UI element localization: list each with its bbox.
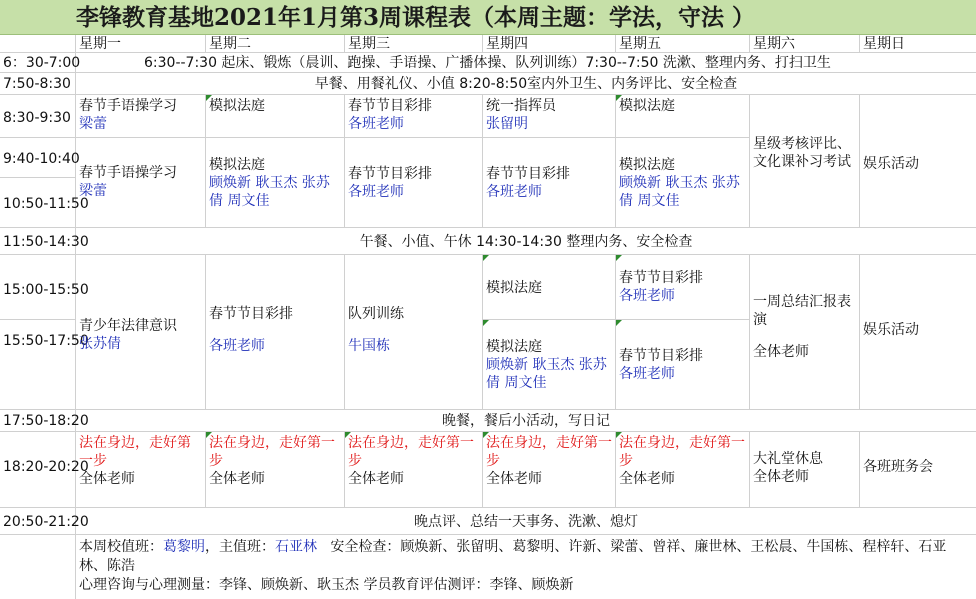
class-teacher: 各班老师 (486, 184, 542, 200)
class-title: 春节节目彩排 (209, 306, 293, 322)
time-slot: 9:40-10:40 (0, 138, 76, 178)
class-cell (206, 432, 345, 508)
header-corner (0, 35, 76, 53)
class-title: 模拟法庭 (619, 98, 675, 114)
class-title: 春节节目彩排 (619, 348, 703, 364)
class-cell (206, 138, 345, 228)
weekday-header: 星期六 (750, 35, 860, 53)
time-slot: 17:50-18:20 (0, 410, 76, 432)
time-slot: 8:30-9:30 (0, 95, 76, 138)
class-teacher: 牛国栋 (348, 338, 390, 354)
page-title: 李锋教育基地2021年1月第3周课程表（本周主题：学法，守法 ） (0, 0, 976, 35)
class-teacher: 各班老师 (619, 288, 675, 304)
class-cell (750, 432, 860, 508)
class-title: 春节手语操学习 (79, 165, 177, 181)
class-title: 大礼堂休息 (753, 451, 823, 467)
comment-marker (206, 95, 212, 101)
class-title: 模拟法庭 (209, 157, 265, 173)
class-cell (206, 255, 345, 410)
class-cell (616, 255, 750, 320)
class-teacher: 张苏倩 (79, 336, 121, 352)
comment-marker (616, 432, 622, 438)
class-cell (483, 255, 616, 320)
class-teacher: 全体老师 (753, 469, 809, 485)
class-title: 模拟法庭 (486, 280, 542, 296)
class-topic: 法在身边，走好第一步 (79, 435, 191, 469)
class-teacher: 各班老师 (348, 116, 404, 132)
class-cell: 娱乐活动 (860, 255, 976, 410)
weekday-header: 星期一 (76, 35, 206, 53)
class-cell (345, 138, 483, 228)
weekday-header: 星期四 (483, 35, 616, 53)
class-duty-label: ，主值班： (205, 539, 275, 555)
class-teacher: 全体老师 (486, 471, 542, 487)
class-teacher: 各班老师 (209, 338, 265, 354)
class-title: 队列训练 (348, 306, 404, 322)
class-cell (483, 432, 616, 508)
class-title: 春节节目彩排 (348, 98, 432, 114)
class-cell (616, 432, 750, 508)
class-teacher: 梁蕾 (79, 116, 107, 132)
weekday-header: 星期日 (860, 35, 976, 53)
class-cell: 娱乐活动 (860, 95, 976, 228)
schedule-table (0, 35, 976, 599)
class-cell (76, 255, 206, 410)
class-title: 青少年法律意识 (79, 318, 177, 334)
footer-notes (76, 535, 976, 599)
class-cell (345, 432, 483, 508)
dinner-banner: 晚餐，餐后小活动，写日记 (76, 410, 976, 432)
class-title: 春节手语操学习 (79, 98, 177, 114)
class-topic: 法在身边，走好第一步 (348, 435, 474, 469)
comment-marker (483, 255, 489, 261)
class-cell: 星级考核评比、文化课补习考试 (750, 95, 860, 228)
class-teacher: 梁蕾 (79, 183, 107, 199)
class-title: 模拟法庭 (209, 98, 265, 114)
time-slot: 7:50-8:30 (0, 73, 76, 95)
class-title: 春节节目彩排 (486, 166, 570, 182)
duty-label: 本周校值班： (79, 539, 163, 555)
class-topic: 法在身边，走好第一步 (486, 435, 612, 469)
class-title: 春节节目彩排 (348, 166, 432, 182)
time-slot: 11:50-14:30 (0, 228, 76, 255)
morning-routine-banner: 6:30--7:30 起床、锻炼（晨训、跑操、手语操、广播体操、队列训练）7:30--7:50 洗漱、整理内务、打扫卫生 (76, 53, 976, 73)
class-cell (206, 95, 345, 138)
class-cell (76, 95, 206, 138)
psych-notes: 心理咨询与心理测量：李锋、顾焕新、耿玉杰 学员教育评估测评：李锋、顾焕新 (79, 577, 574, 593)
class-teacher: 全体老师 (79, 471, 135, 487)
time-slot: 10:50-11:50 (0, 178, 76, 228)
class-cell (483, 95, 616, 138)
class-cell (616, 95, 750, 138)
weekday-header: 星期二 (206, 35, 345, 53)
comment-marker (616, 255, 622, 261)
time-slot: 6：30-7:00 (0, 53, 76, 73)
class-teacher: 顾焕新 耿玉杰 张苏倩 周文佳 (486, 357, 607, 391)
class-teacher: 各班老师 (619, 366, 675, 382)
comment-marker (483, 432, 489, 438)
class-topic: 法在身边，走好第一步 (619, 435, 745, 469)
weekday-header: 星期五 (616, 35, 750, 53)
class-teacher: 全体老师 (209, 471, 265, 487)
class-teacher: 全体老师 (348, 471, 404, 487)
class-cell (616, 320, 750, 410)
comment-marker (483, 320, 489, 326)
night-banner: 晚点评、总结一天事务、洗漱、熄灯 (76, 508, 976, 535)
class-teacher: 全体老师 (619, 471, 675, 487)
comment-marker (206, 432, 212, 438)
class-cell (76, 138, 206, 228)
safety-check: 安全检查：顾焕新、张留明、葛黎明、许新、梁蕾、曾祥、廉世林、王松晨、牛国栋、程梓轩、石亚林、陈浩 (79, 539, 947, 574)
time-slot: 20:50-21:20 (0, 508, 76, 535)
class-cell (483, 320, 616, 410)
breakfast-banner: 早餐、用餐礼仪、小值 8:20-8:50室内外卫生、内务评比、安全检查 (76, 73, 976, 95)
weekday-header: 星期三 (345, 35, 483, 53)
time-slot: 15:50-17:50 (0, 320, 76, 410)
class-topic: 法在身边，走好第一步 (209, 435, 335, 469)
class-cell (345, 255, 483, 410)
comment-marker (616, 95, 622, 101)
class-title: 统一指挥员 (486, 98, 556, 114)
class-cell (483, 138, 616, 228)
class-title: 春节节目彩排 (619, 270, 703, 286)
class-teacher: 顾焕新 耿玉杰 张苏倩 周文佳 (619, 175, 740, 209)
class-cell (345, 95, 483, 138)
class-duty-name: 石亚林 (275, 539, 317, 555)
class-title: 模拟法庭 (619, 157, 675, 173)
time-slot: 18:20-20:20 (0, 432, 76, 508)
class-cell (616, 138, 750, 228)
class-cell (750, 255, 860, 410)
class-teacher: 张留明 (486, 116, 528, 132)
footer-spacer (0, 535, 76, 599)
class-teacher: 各班老师 (348, 184, 404, 200)
class-title: 一周总结汇报表演 (753, 294, 851, 328)
class-title: 模拟法庭 (486, 339, 542, 355)
class-cell (76, 432, 206, 508)
comment-marker (616, 320, 622, 326)
class-teacher: 顾焕新 耿玉杰 张苏倩 周文佳 (209, 175, 330, 209)
duty-name: 葛黎明 (163, 539, 205, 555)
time-slot: 15:00-15:50 (0, 255, 76, 320)
comment-marker (345, 432, 351, 438)
lunch-banner: 午餐、小值、午休 14:30-14:30 整理内务、安全检查 (76, 228, 976, 255)
class-cell: 各班班务会 (860, 432, 976, 508)
class-teacher: 全体老师 (753, 344, 809, 360)
